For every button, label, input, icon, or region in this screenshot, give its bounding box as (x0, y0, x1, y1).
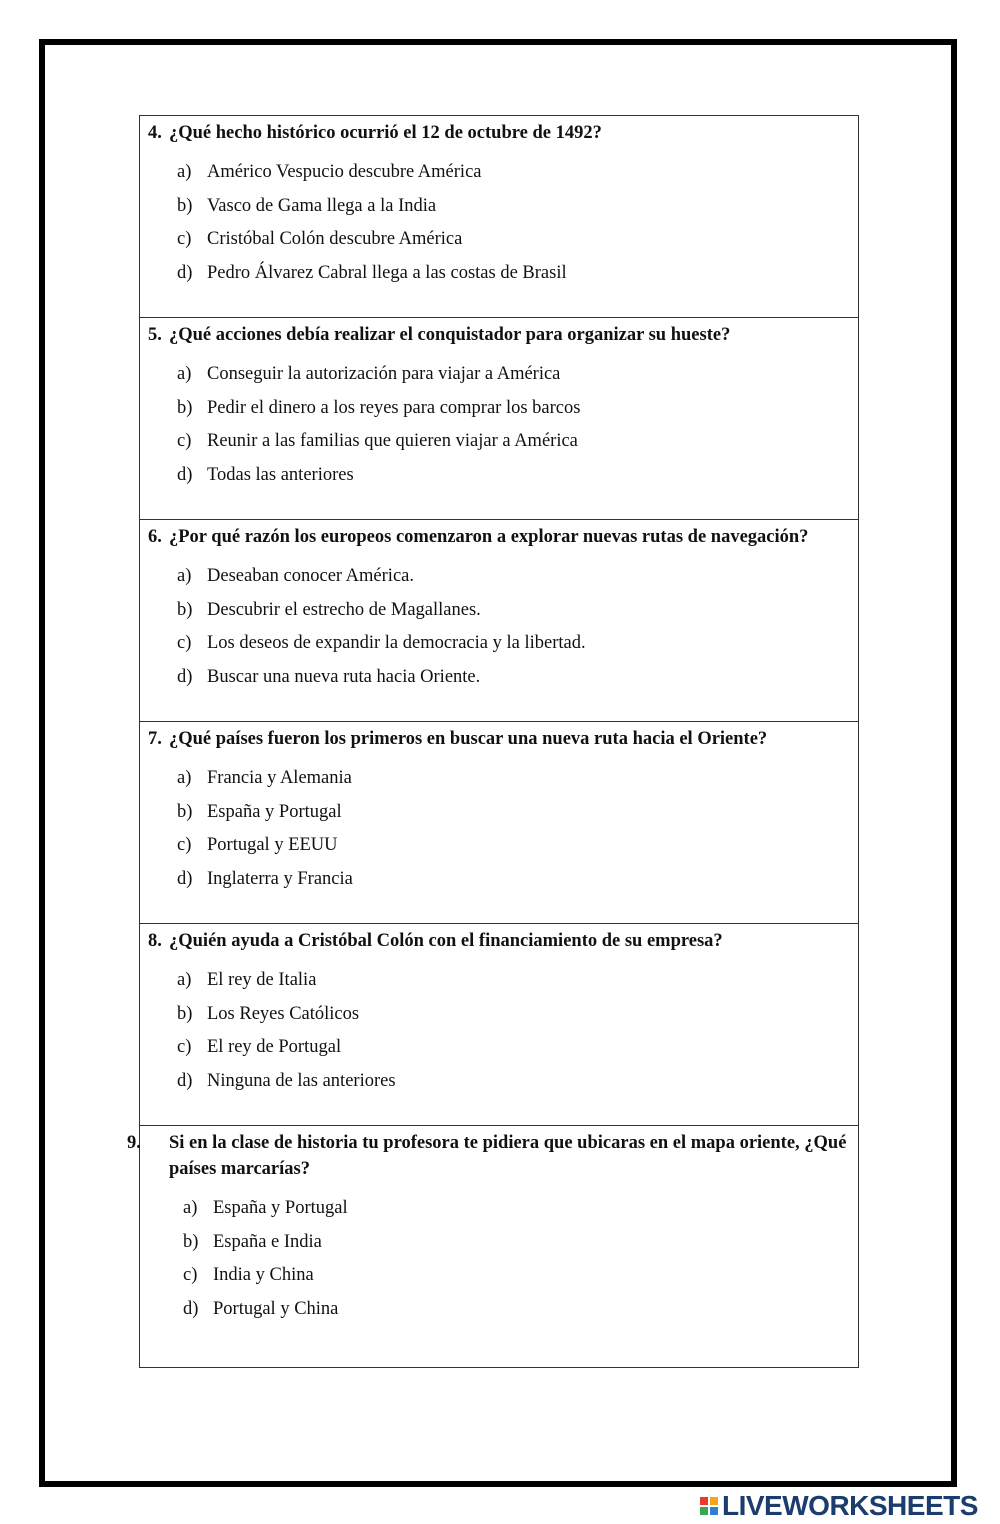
question-8 (140, 924, 858, 1126)
option-text: España y Portugal (213, 1198, 348, 1218)
option-letter: c) (177, 835, 192, 856)
option-text: El rey de Portugal (207, 1037, 342, 1058)
option-letter: b) (177, 397, 193, 418)
option-letter: d) (177, 1071, 193, 1092)
option-letter: a) (177, 566, 192, 586)
option-letter: c) (183, 1265, 198, 1286)
option-list (148, 358, 850, 493)
option-c[interactable] (177, 223, 850, 257)
option-b[interactable] (177, 392, 850, 426)
question-label: ¿Por qué razón los europeos comenzaron a explorar nuevas rutas de navegación? (169, 527, 809, 547)
option-letter: b) (177, 801, 193, 822)
question-number: 9. (127, 1133, 141, 1153)
option-letter: b) (177, 599, 193, 620)
question-number: 4. (148, 123, 162, 143)
option-list (148, 964, 850, 1099)
question-6 (140, 520, 858, 722)
option-d[interactable] (177, 1065, 850, 1099)
option-a[interactable] (177, 560, 850, 594)
option-b[interactable] (177, 796, 850, 830)
logo-mark-square (710, 1507, 718, 1515)
option-list (148, 762, 850, 897)
option-a[interactable] (177, 358, 850, 392)
logo-mark-square (710, 1497, 718, 1505)
option-text: España y Portugal (207, 801, 342, 822)
option-text: Descubrir el estrecho de Magallanes. (207, 599, 481, 620)
option-text: Los deseos de expandir la democracia y la libertad. (207, 633, 586, 654)
quiz-table (127, 115, 859, 1368)
question-text (148, 928, 850, 954)
option-letter: d) (177, 263, 193, 284)
option-letter: a) (177, 970, 192, 990)
option-letter: a) (177, 364, 192, 384)
option-letter: b) (183, 1231, 199, 1252)
question-text (127, 1130, 850, 1182)
option-letter: a) (177, 768, 192, 788)
option-letter: c) (177, 229, 192, 250)
option-text: Portugal y China (213, 1299, 339, 1320)
question-4 (140, 116, 858, 318)
question-number: 5. (148, 325, 162, 345)
option-letter: d) (177, 465, 193, 486)
option-letter: d) (177, 667, 193, 688)
logo-mark-icon (700, 1497, 718, 1515)
option-text: Portugal y EEUU (207, 835, 338, 856)
option-d[interactable] (177, 661, 850, 695)
option-letter: a) (183, 1198, 198, 1218)
option-text: Pedro Álvarez Cabral llega a las costas de Brasil (207, 263, 567, 284)
option-c[interactable] (177, 1031, 850, 1065)
option-a[interactable] (177, 762, 850, 796)
option-b[interactable] (177, 190, 850, 224)
option-list (148, 156, 850, 291)
option-text: Todas las anteriores (207, 465, 354, 486)
logo-mark-square (700, 1507, 708, 1515)
question-text (148, 524, 850, 550)
option-c[interactable] (177, 425, 850, 459)
question-label: ¿Quién ayuda a Cristóbal Colón con el financiamiento de su empresa? (169, 931, 723, 951)
option-text: Conseguir la autorización para viajar a América (207, 364, 561, 384)
option-a[interactable] (177, 156, 850, 190)
option-letter: b) (177, 195, 193, 216)
question-number: 7. (148, 729, 162, 749)
option-letter: a) (177, 162, 192, 182)
question-text (148, 120, 850, 146)
option-list (148, 560, 850, 695)
liveworksheets-logo[interactable] (700, 1490, 978, 1522)
option-b[interactable] (177, 594, 850, 628)
option-b[interactable] (177, 998, 850, 1032)
option-d[interactable] (177, 459, 850, 493)
option-text: Ninguna de las anteriores (207, 1071, 396, 1092)
option-text: Francia y Alemania (207, 768, 352, 788)
option-text: Inglaterra y Francia (207, 869, 353, 890)
logo-text: LIVEWORKSHEETS (722, 1490, 978, 1521)
question-text (148, 322, 850, 348)
option-c[interactable] (183, 1259, 850, 1293)
option-letter: c) (177, 431, 192, 452)
option-text: Vasco de Gama llega a la India (207, 195, 437, 216)
option-letter: b) (177, 1003, 193, 1024)
option-text: Américo Vespucio descubre América (207, 162, 482, 182)
question-label: Si en la clase de historia tu profesora te pidiera que ubicaras en el mapa oriente, ¿Qué países marcarías? (169, 1133, 847, 1179)
option-letter: c) (177, 1037, 192, 1058)
option-text: España e India (213, 1231, 322, 1252)
option-d[interactable] (177, 863, 850, 897)
option-a[interactable] (177, 964, 850, 998)
option-text: Pedir el dinero a los reyes para comprar los barcos (207, 397, 581, 418)
option-letter: d) (183, 1299, 199, 1320)
question-label: ¿Qué países fueron los primeros en buscar una nueva ruta hacia el Oriente? (169, 729, 768, 749)
option-text: El rey de Italia (207, 970, 317, 990)
question-number: 8. (148, 931, 162, 951)
option-text: Deseaban conocer América. (207, 566, 414, 586)
option-text: Cristóbal Colón descubre América (207, 229, 463, 250)
question-number: 6. (148, 527, 162, 547)
question-7 (140, 722, 858, 924)
option-text: Reunir a las familias que quieren viajar a América (207, 431, 578, 452)
option-d[interactable] (177, 257, 850, 291)
option-text: India y China (213, 1265, 314, 1286)
option-b[interactable] (183, 1226, 850, 1260)
option-d[interactable] (183, 1293, 850, 1327)
question-label: ¿Qué hecho histórico ocurrió el 12 de octubre de 1492? (169, 123, 602, 143)
question-label: ¿Qué acciones debía realizar el conquistador para organizar su hueste? (169, 325, 731, 345)
option-letter: d) (177, 869, 193, 890)
question-text (148, 726, 850, 752)
question-5 (140, 318, 858, 520)
option-text: Buscar una nueva ruta hacia Oriente. (207, 667, 481, 688)
option-a[interactable] (183, 1192, 850, 1226)
logo-mark-square (700, 1497, 708, 1505)
option-c[interactable] (177, 627, 850, 661)
option-c[interactable] (177, 829, 850, 863)
option-text: Los Reyes Católicos (207, 1003, 360, 1024)
question-9 (127, 1126, 858, 1367)
option-letter: c) (177, 633, 192, 654)
option-list (148, 1192, 850, 1327)
